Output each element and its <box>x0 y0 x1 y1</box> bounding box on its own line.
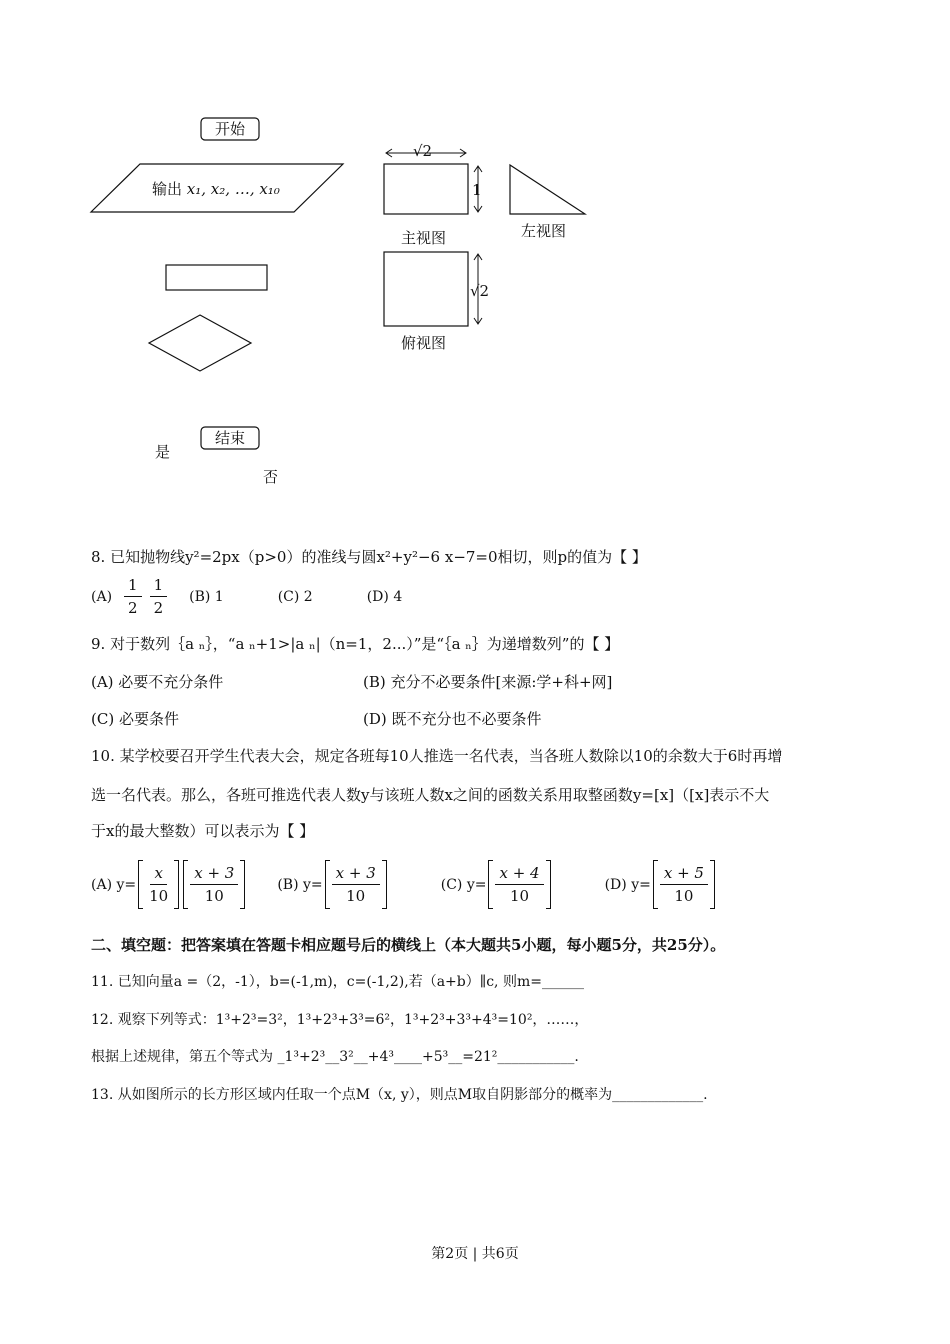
q9-option-c: (C) 必要条件 <box>91 710 179 728</box>
q10-a-bracket-1: $\frac{x}{10}$ <box>138 860 179 909</box>
q8-stem: 8. 已知抛物线y²=2px（p>0）的准线与圆x²+y²−6 x−7=0相切，则p的值为【 】 <box>91 548 647 566</box>
q9-option-d: (D) 既不充分也不必要条件 <box>363 710 542 728</box>
front-height-dim: 1 <box>472 181 482 199</box>
flow-start-label: 开始 <box>214 120 245 138</box>
q12-line-2: 根据上述规律，第五个等式为 _1³+2³__3²__+4³____+5³__=21²___________. <box>91 1049 579 1065</box>
q10-b-bracket: $\frac{x + 3}{10}$ <box>325 860 387 909</box>
q10-d-bracket: $\frac{x + 5}{10}$ <box>653 860 715 909</box>
q10-option-a: (A) y= <box>91 876 137 893</box>
front-view-rect <box>384 164 468 214</box>
q9-option-a: (A) 必要不充分条件 <box>91 673 224 691</box>
q12-line-1: 12. 观察下列等式：1³+2³=3²，1³+2³+3³=6²，1³+2³+3³+4³=10²，……， <box>91 1012 589 1028</box>
q8-option-c: (C) 2 <box>277 588 313 605</box>
left-view-triangle <box>510 165 585 214</box>
q8-options <box>91 574 402 619</box>
q8-frac-1: $\frac{1}{2}$ <box>124 574 142 619</box>
q10-line-3: 于x的最大整数）可以表示为【 】 <box>91 822 315 840</box>
top-depth-dim: √2 <box>470 282 490 300</box>
flow-decision-diamond <box>149 315 251 371</box>
top-view-label: 俯视图 <box>401 334 447 352</box>
q10-option-b: (B) y= <box>277 876 323 893</box>
q11-stem: 11. 已知向量a =（2，-1），b=(-1,m)，c=(-1,2),若（a+b）∥c, 则m=______ <box>91 974 584 990</box>
q8-option-b: (B) 1 <box>189 588 224 605</box>
q10-option-c: (C) y= <box>440 876 487 893</box>
left-view-label: 左视图 <box>521 222 567 240</box>
flow-yes-label: 是 <box>155 443 171 461</box>
flow-output-prefix: 输出 <box>152 180 183 198</box>
section-2-title: 二、填空题：把答案填在答题卡相应题号后的横线上（本大题共5小题，每小题5分，共25分）。 <box>91 936 726 954</box>
q8-option-a: (A) <box>91 588 113 605</box>
front-width-dim: √2 <box>413 142 433 160</box>
flow-output-vars: x₁, x₂, …, x₁₀ <box>186 180 280 198</box>
flow-end-label: 结束 <box>214 429 245 447</box>
flow-process-box <box>166 265 267 290</box>
q8-frac-2: $\frac{1}{2}$ <box>150 574 168 619</box>
top-view-rect <box>384 252 468 326</box>
q10-c-bracket: $\frac{x + 4}{10}$ <box>488 860 550 909</box>
q10-line-2: 选一名代表。那么，各班可推选代表人数y与该班人数x之间的函数关系用取整函数y=[x]（[x]表示不大 <box>91 786 770 804</box>
page-footer: 第2页 | 共6页 <box>431 1246 519 1262</box>
figure-area <box>0 0 950 520</box>
q13-stem: 13. 从如图所示的长方形区域内任取一个点M（x, y），则点M取自阴影部分的概率为_____________. <box>91 1087 708 1103</box>
front-view-label: 主视图 <box>401 229 447 247</box>
q8-option-d: (D) 4 <box>366 588 403 605</box>
q10-a-bracket-2: $\frac{x + 3}{10}$ <box>183 860 245 909</box>
flow-no-label: 否 <box>263 468 279 486</box>
q10-options <box>91 860 717 909</box>
q10-option-d: (D) y= <box>604 876 651 893</box>
q9-option-b: (B) 充分不必要条件[来源:学+科+网] <box>363 673 613 691</box>
q9-stem: 9. 对于数列｛a ₙ｝，“a ₙ+1>|a ₙ|（n=1，2...）”是“｛a ₙ｝为递增数列”的【 】 <box>91 635 620 653</box>
q10-line-1: 10. 某学校要召开学生代表大会，规定各班每10人推选一名代表，当各班人数除以10的余数大于6时再增 <box>91 747 783 765</box>
